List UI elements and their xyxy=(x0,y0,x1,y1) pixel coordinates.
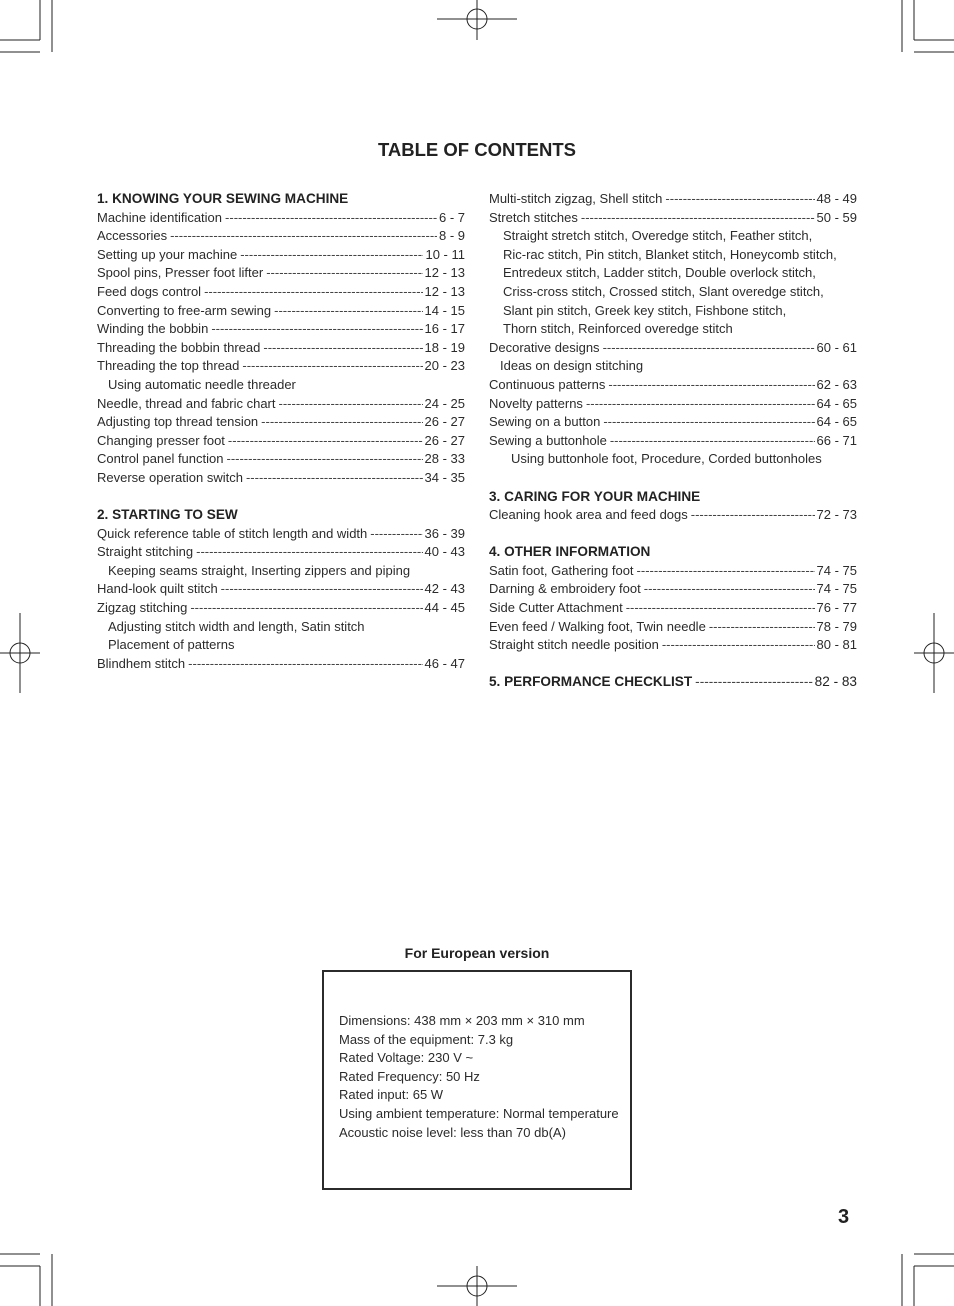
dot-leader xyxy=(603,413,814,432)
toc-entry-label: Winding the bobbin xyxy=(97,321,209,337)
toc-page-range: 20 - 23 xyxy=(424,358,465,374)
dot-leader xyxy=(204,283,422,302)
toc-entry-label: Straight stitching xyxy=(97,544,194,560)
toc-entry-label: Continuous patterns xyxy=(489,376,606,392)
dot-leader xyxy=(695,673,813,692)
dot-leader xyxy=(279,395,423,414)
toc-page-range: 74 - 75 xyxy=(816,581,857,597)
toc-entry-label: Threading the bobbin thread xyxy=(97,339,261,355)
toc-entry-label: Even feed / Walking foot, Twin needle xyxy=(489,618,706,634)
toc-entry xyxy=(97,395,465,414)
toc-entry-label: Reverse operation switch xyxy=(97,469,243,485)
toc-page-range: 10 - 11 xyxy=(425,246,465,262)
toc-page-range: 26 - 27 xyxy=(424,414,465,430)
dot-leader xyxy=(196,543,422,562)
spec-item: Using ambient temperature: Normal temperature xyxy=(339,1105,619,1121)
toc-entry xyxy=(97,264,465,283)
dot-leader xyxy=(263,339,422,358)
toc-entry xyxy=(97,320,465,339)
toc-entry xyxy=(97,246,465,265)
toc-sub-entry: Adjusting stitch width and length, Satin stitch xyxy=(108,618,365,634)
toc-entry xyxy=(489,432,857,451)
toc-entry xyxy=(97,432,465,451)
dot-leader xyxy=(691,506,815,525)
toc-page-range: 64 - 65 xyxy=(816,395,857,411)
toc-sub-entry: Placement of patterns xyxy=(108,637,235,653)
dot-leader xyxy=(221,580,423,599)
toc-page-range: 72 - 73 xyxy=(816,507,857,523)
toc-page-range: 62 - 63 xyxy=(816,376,857,392)
toc-section-heading xyxy=(489,673,857,692)
dot-leader xyxy=(608,376,814,395)
toc-left-column xyxy=(97,190,465,673)
toc-entry-label: Threading the top thread xyxy=(97,358,240,374)
toc-page-range: 18 - 19 xyxy=(424,339,465,355)
toc-entry-label: Spool pins, Presser foot lifter xyxy=(97,265,264,281)
toc-entry-label: Quick reference table of stitch length and width xyxy=(97,525,368,541)
toc-sub-entry: Straight stretch stitch, Overedge stitch, Feather stitch, xyxy=(503,228,813,244)
dot-leader xyxy=(626,599,815,618)
toc-page-range: 12 - 13 xyxy=(424,283,465,299)
spec-item: Rated Voltage: 230 V ~ xyxy=(339,1050,474,1066)
toc-page-range: 80 - 81 xyxy=(816,637,857,653)
dot-leader xyxy=(246,469,423,488)
toc-page-range: 12 - 13 xyxy=(424,265,465,281)
toc-entry-label: Darning & embroidery foot xyxy=(489,581,641,597)
toc-entry xyxy=(489,190,857,209)
toc-sub-entry: Ric-rac stitch, Pin stitch, Blanket stitch, Honeycomb stitch, xyxy=(503,246,837,262)
toc-entry xyxy=(489,599,857,618)
spacer xyxy=(489,525,857,544)
dot-leader xyxy=(225,209,437,228)
toc-page-range: 14 - 15 xyxy=(424,302,465,318)
toc-entry-label: Setting up your machine xyxy=(97,246,238,262)
toc-entry xyxy=(97,357,465,376)
toc-page-range: 78 - 79 xyxy=(816,618,857,634)
toc-entry-label: Machine identification xyxy=(97,209,223,225)
toc-entry-label: Needle, thread and fabric chart xyxy=(97,395,276,411)
toc-entry xyxy=(489,506,857,525)
toc-entry xyxy=(489,413,857,432)
toc-entry-label: Stretch stitches xyxy=(489,209,578,225)
european-version-title: For European version xyxy=(404,945,550,961)
toc-page-range: 36 - 39 xyxy=(424,525,465,541)
toc-entry xyxy=(97,525,465,544)
toc-entry-label: Sewing a buttonhole xyxy=(489,432,607,448)
toc-entry xyxy=(489,209,857,228)
page-title: TABLE OF CONTENTS xyxy=(377,139,576,160)
toc-entry xyxy=(489,636,857,655)
toc-right-column xyxy=(489,190,857,692)
dot-leader xyxy=(637,562,815,581)
dot-leader xyxy=(190,599,422,618)
page-number: 3 xyxy=(838,1206,850,1228)
toc-entry-label: Straight stitch needle position xyxy=(489,637,659,653)
toc-entry xyxy=(97,580,465,599)
toc-entry-label: Control panel function xyxy=(97,451,224,467)
toc-entry-label: Zigzag stitching xyxy=(97,600,188,616)
toc-page-range: 16 - 17 xyxy=(424,321,465,337)
toc-page-range: 74 - 75 xyxy=(816,562,857,578)
dot-leader xyxy=(610,432,815,451)
toc-entry-label: Adjusting top thread tension xyxy=(97,414,259,430)
toc-page-range: 76 - 77 xyxy=(816,600,857,616)
toc-entry xyxy=(97,227,465,246)
dot-leader xyxy=(581,209,815,228)
spec-item: Dimensions: 438 mm × 203 mm × 310 mm xyxy=(339,1013,585,1028)
toc-sub-entry: Using automatic needle threader xyxy=(108,376,296,392)
toc-page-range: 48 - 49 xyxy=(816,191,857,206)
dot-leader xyxy=(240,246,423,265)
toc-entry xyxy=(97,302,465,321)
dot-leader xyxy=(228,432,423,451)
toc-entry xyxy=(489,395,857,414)
toc-sub-entry: Ideas on design stitching xyxy=(500,358,644,374)
dot-leader xyxy=(226,450,422,469)
toc-entry xyxy=(97,339,465,358)
toc-sub-entry: Thorn stitch, Reinforced overedge stitch xyxy=(503,321,733,337)
toc-entry-label: Novelty patterns xyxy=(489,395,583,411)
toc-page-range: 82 - 83 xyxy=(814,674,857,690)
european-spec-box xyxy=(322,970,632,1190)
spec-item: Acoustic noise level: less than 70 db(A) xyxy=(339,1124,566,1140)
dot-leader xyxy=(188,655,422,674)
dot-leader xyxy=(709,618,815,637)
spec-list xyxy=(339,1012,619,1142)
toc-entry-label: Side Cutter Attachment xyxy=(489,600,623,616)
toc-section-heading: 1. KNOWING YOUR SEWING MACHINE xyxy=(97,191,349,206)
toc-entry xyxy=(489,339,857,358)
toc-entry-label: Converting to free-arm sewing xyxy=(97,302,272,318)
dot-leader xyxy=(603,339,815,358)
toc-entry-label: Cleaning hook area and feed dogs xyxy=(489,507,688,523)
dot-leader xyxy=(274,302,422,321)
dot-leader xyxy=(370,525,422,544)
toc-sub-entry: Criss-cross stitch, Crossed stitch, Slant overedge stitch, xyxy=(503,283,824,299)
toc-entry xyxy=(97,655,465,674)
toc-entry xyxy=(97,543,465,562)
toc-page-range: 46 - 47 xyxy=(424,655,465,671)
toc-page-range: 6 - 7 xyxy=(438,209,465,225)
toc-page-range: 26 - 27 xyxy=(424,432,465,448)
toc-page-range: 42 - 43 xyxy=(424,581,465,597)
toc-page-range: 8 - 9 xyxy=(438,228,465,244)
toc-entry xyxy=(489,618,857,637)
dot-leader xyxy=(261,413,422,432)
toc-entry-label: Changing presser foot xyxy=(97,432,225,448)
spacer xyxy=(489,655,857,674)
toc-section-heading: 2. STARTING TO SEW xyxy=(97,507,238,523)
toc-entry-label: Multi-stitch zigzag, Shell stitch xyxy=(489,191,663,206)
toc-page-range: 40 - 43 xyxy=(424,544,465,560)
toc-entry xyxy=(97,599,465,618)
dot-leader xyxy=(266,264,422,283)
toc-section-heading: 4. OTHER INFORMATION xyxy=(489,544,651,560)
toc-entry-label: Sewing on a button xyxy=(489,414,601,430)
toc-page-range: 28 - 33 xyxy=(424,451,465,467)
toc-sub-entry: Slant pin stitch, Greek key stitch, Fishbone stitch, xyxy=(503,302,787,318)
dot-leader xyxy=(242,357,422,376)
toc-entry-label: Decorative designs xyxy=(489,339,600,355)
toc-entry-label: Satin foot, Gathering foot xyxy=(489,562,634,578)
dot-leader xyxy=(665,190,814,209)
toc-entry-label: 5. PERFORMANCE CHECKLIST xyxy=(489,674,693,690)
spacer xyxy=(489,469,857,488)
toc-entry-label: Blindhem stitch xyxy=(97,655,186,671)
toc-section-heading: 3. CARING FOR YOUR MACHINE xyxy=(489,488,701,504)
toc-page-range: 64 - 65 xyxy=(816,414,857,430)
spec-item: Rated input: 65 W xyxy=(339,1087,444,1103)
toc-page-range: 50 - 59 xyxy=(816,209,857,225)
toc-entry xyxy=(97,209,465,228)
toc-entry xyxy=(97,469,465,488)
toc-entry xyxy=(489,562,857,581)
toc-entry-label: Accessories xyxy=(97,228,168,244)
dot-leader xyxy=(170,227,437,246)
toc-entry xyxy=(489,376,857,395)
dot-leader xyxy=(211,320,422,339)
toc-page-range: 34 - 35 xyxy=(424,469,465,485)
toc-page-range: 24 - 25 xyxy=(424,395,465,411)
spec-item: Mass of the equipment: 7.3 kg xyxy=(339,1031,514,1047)
toc-entry xyxy=(97,413,465,432)
spec-item: Rated Frequency: 50 Hz xyxy=(339,1068,480,1084)
toc-entry xyxy=(97,450,465,469)
dot-leader xyxy=(662,636,815,655)
toc-entry-label: Feed dogs control xyxy=(97,283,202,299)
toc-sub-entry: Keeping seams straight, Inserting zippers and piping xyxy=(108,562,411,578)
spacer xyxy=(97,488,465,507)
dot-leader xyxy=(586,395,815,414)
toc-page-range: 44 - 45 xyxy=(424,600,465,616)
toc-entry-label: Hand-look quilt stitch xyxy=(97,581,218,597)
toc-page-range: 66 - 71 xyxy=(816,432,857,448)
toc-page-range: 60 - 61 xyxy=(816,339,857,355)
toc-sub-entry: Entredeux stitch, Ladder stitch, Double overlock stitch, xyxy=(503,265,816,281)
dot-leader xyxy=(644,580,815,599)
toc-entry xyxy=(489,580,857,599)
toc-sub-entry: Using buttonhole foot, Procedure, Corded buttonholes xyxy=(511,451,822,467)
toc-entry xyxy=(97,283,465,302)
